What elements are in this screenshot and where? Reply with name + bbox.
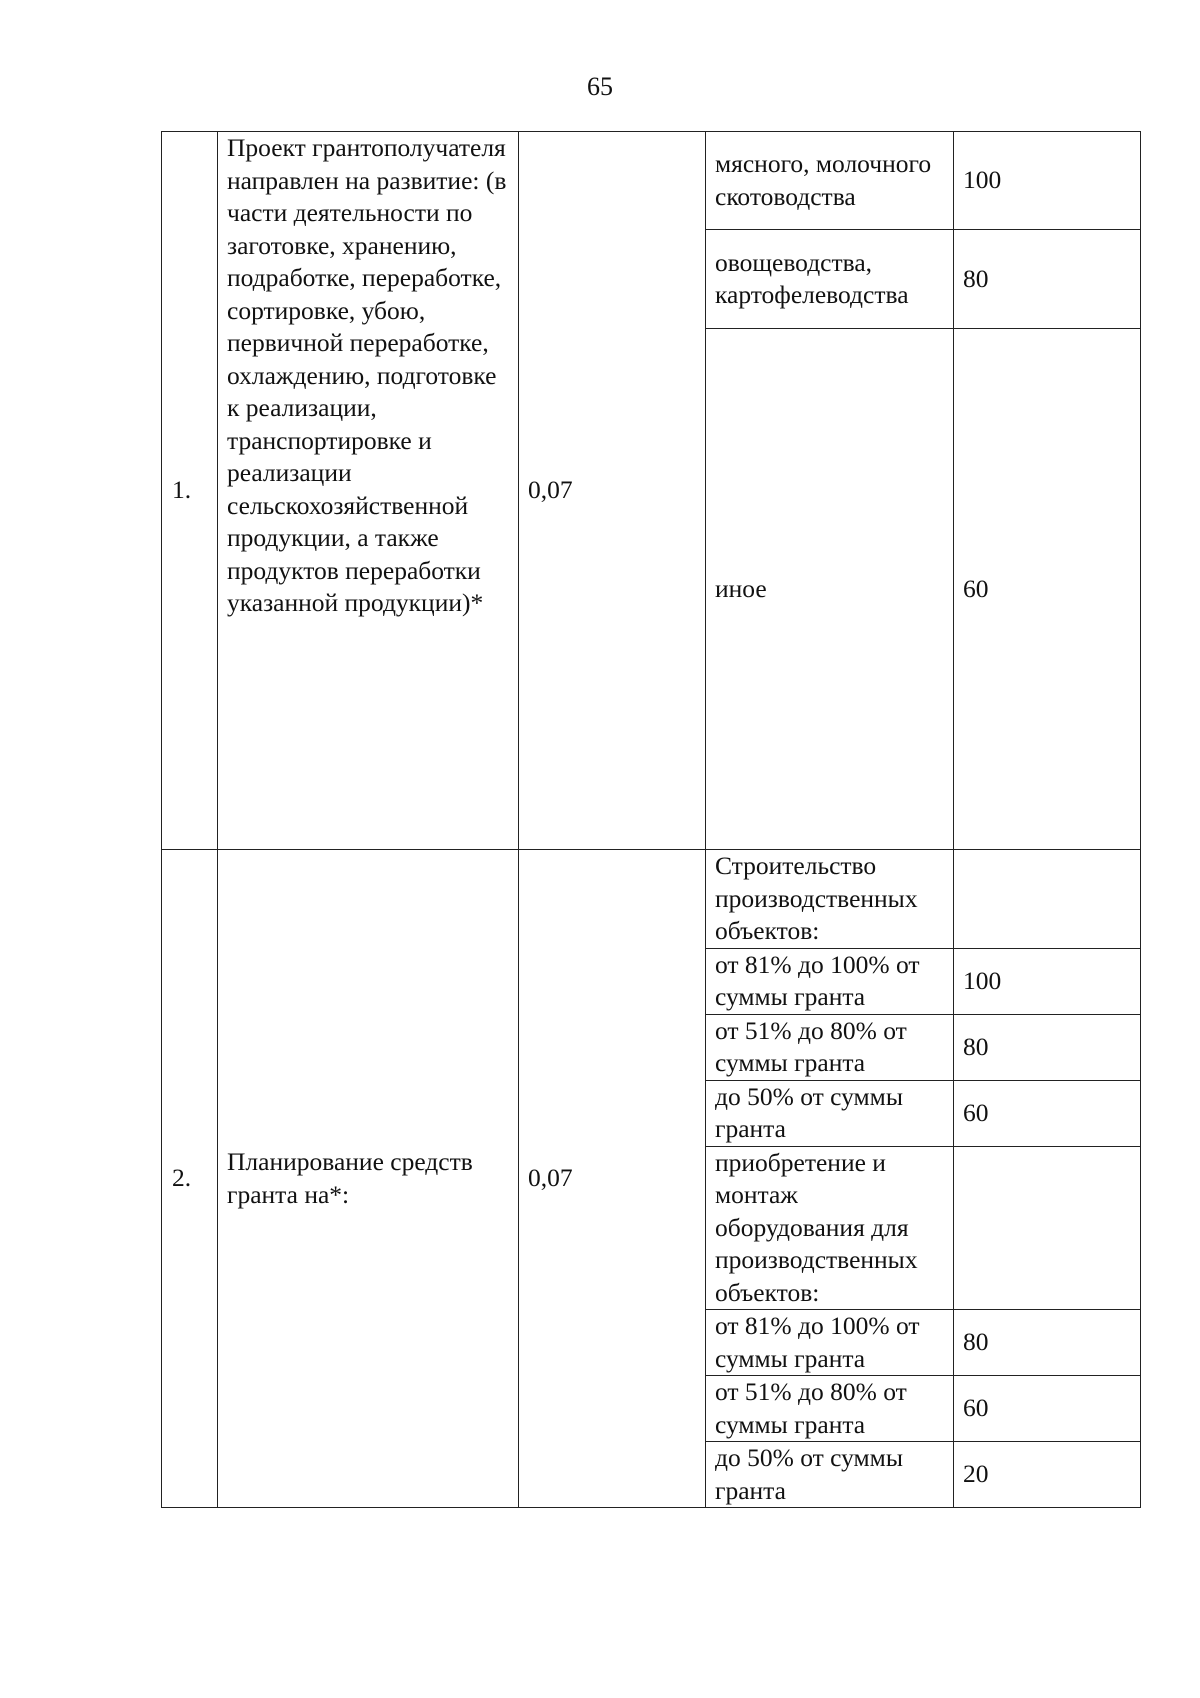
option-score: 100 [954, 948, 1141, 1014]
option-text: от 81% до 100% от суммы гранта [706, 948, 954, 1014]
option-score: 80 [954, 1014, 1141, 1080]
criteria-table [161, 131, 1141, 1508]
option-score: 60 [954, 1376, 1141, 1442]
criterion-text: Планирование средств гранта на*: [218, 850, 519, 1508]
table-row [162, 132, 1141, 230]
option-score [954, 850, 1141, 949]
option-text: от 81% до 100% от суммы гранта [706, 1310, 954, 1376]
option-score: 100 [954, 132, 1141, 230]
option-text: овощеводства, картофелеводства [706, 230, 954, 329]
option-text: до 50% от суммы гранта [706, 1080, 954, 1146]
option-text: мясного, молочного скотоводства [706, 132, 954, 230]
option-text: от 51% до 80% от суммы гранта [706, 1014, 954, 1080]
option-score: 60 [954, 1080, 1141, 1146]
weight-value: 0,07 [519, 850, 706, 1508]
table-row [162, 850, 1141, 949]
criterion-text: Проект грантополучателя направлен на развитие: (в части деятельности по заготовке, хранению, подработке, переработке, сортировке, убою, первичной переработке, охлаждению, подготовке к реализации, транспортировке и реализации сельскохозяйственной продукции, а также продуктов переработки указанной продукции)* [218, 132, 519, 850]
row-number: 1. [162, 132, 218, 850]
option-score: 20 [954, 1442, 1141, 1508]
option-score: 80 [954, 1310, 1141, 1376]
option-text: от 51% до 80% от суммы гранта [706, 1376, 954, 1442]
option-text: иное [706, 329, 954, 850]
option-score: 60 [954, 329, 1141, 850]
page-number: 65 [587, 72, 613, 101]
row-number: 2. [162, 850, 218, 1508]
option-text: Строительство производственных объектов: [706, 850, 954, 949]
weight-value: 0,07 [519, 132, 706, 850]
option-text: до 50% от суммы гранта [706, 1442, 954, 1508]
option-score [954, 1146, 1141, 1310]
option-score: 80 [954, 230, 1141, 329]
option-text: приобретение и монтаж оборудования для производственных объектов: [706, 1146, 954, 1310]
